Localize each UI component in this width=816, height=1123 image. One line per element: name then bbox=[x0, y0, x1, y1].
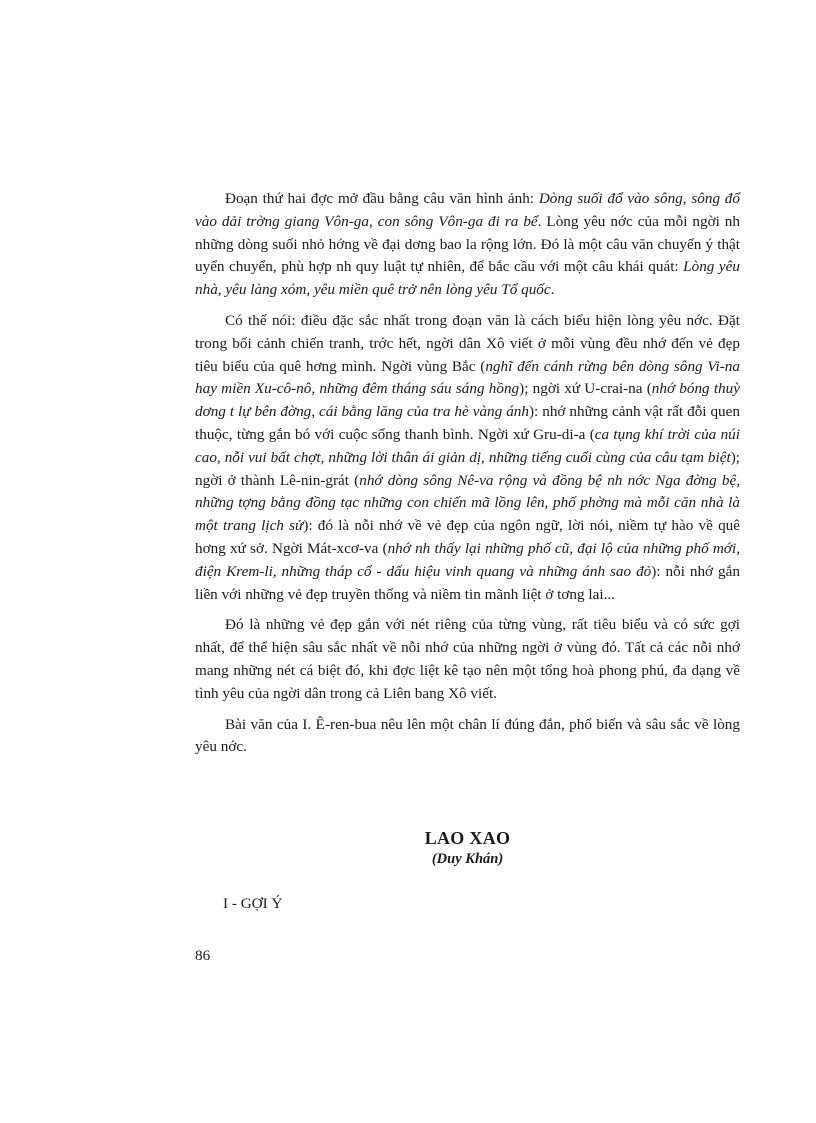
text-run: ); ngời ở thành Lê-nin-grát ( bbox=[195, 448, 740, 489]
text-run: Đó là những vẻ đẹp gắn với nét riêng của từng vùng, rất tiêu biểu và có sức gợi nhất, để thể hiện sâu sắc nhất về nỗi nhớ của những ngời ở vùng đó. Tất cả các nỗi nhớ mang những nét cá biệt đó, khi đợc liệt kê tạo nên một tổng hoà phong phú, đa dạng về tình yêu của ngời dân trong cả Liên bang Xô viết. bbox=[195, 616, 740, 702]
italic-quote: nhớ bóng thuỳ dơng t lự bên đờng, cái bằng lăng của tra hè vàng ánh bbox=[195, 380, 740, 421]
text-run: ): nhớ những cảnh vật rất đỗi quen thuộc, từng gắn bó với cuộc sống thanh bình. Ngời xứ Gru-di-a ( bbox=[195, 403, 740, 443]
section-heading: I - GỢI Ý bbox=[223, 895, 283, 912]
italic-quote: nhớ nh thấy lại những phố cũ, đại lộ của những phố mới, điện Krem-li, những tháp cổ - dấu hiệu vinh quang và những ánh sao đỏ bbox=[195, 539, 740, 580]
body-text bbox=[195, 188, 740, 767]
text-run: . bbox=[550, 281, 555, 299]
text-run: Có thể nói: điều đặc sắc nhất trong đoạn văn là cách biểu hiện lòng yêu nớc. Đặt trong bối cảnh chiến tranh, trớc hết, ngời dân Xô viết ở mỗi vùng đều nhớ đến vẻ đẹp tiêu biểu của quê hơng mình. Ngời vùng Bắc ( bbox=[195, 311, 740, 375]
paragraph-4 bbox=[195, 714, 740, 760]
italic-quote: nhớ dòng sông Nê-va rộng và đồng bệ nh nớc Nga đờng bệ, những tợng bằng đồng tạc những con chiến mã lồng lên, phố phờng mà mỗi căn nhà là một trang lịch sử bbox=[195, 471, 740, 535]
text-run: ); ngời xứ U-crai-na ( bbox=[519, 380, 652, 398]
text-run: ): nỗi nhớ gắn liền với những vẻ đẹp truyền thống và niềm tin mãnh liệt ở tơng lai... bbox=[195, 562, 740, 603]
italic-quote: nghĩ đến cánh rừng bên dòng sông Vi-na hay miền Xu-cô-nô, những đêm tháng sáu sáng hồng bbox=[195, 357, 740, 398]
italic-quote: ca tụng khí trời của núi cao, nỗi vui bất chợt, những lời thân ái giản dị, những tiếng cuối cùng của câu tạm biệt bbox=[195, 425, 740, 466]
text-run: . Lòng yêu nớc của mỗi ngời nh những dòng suối nhỏ hớng về đại dơng bao la rộng lớn. Đó là một câu văn chuyển ý thật uyển chuyển, phù hợp nh quy luật tự nhiên, để bắc cầu với một câu khái quát: bbox=[195, 212, 740, 276]
italic-quote: Dòng suối đổ vào sông, sông đổ vào dải trờng giang Vôn-ga, con sông Vôn-ga đi ra bể bbox=[195, 190, 740, 230]
text-run: Bài văn của I. Ê-ren-bua nêu lên một chân lí đúng đắn, phổ biến và sâu sắc về lòng yêu nớc. bbox=[195, 715, 740, 756]
text-run: Đoạn thứ hai đợc mở đầu bằng câu văn hình ảnh: bbox=[225, 190, 539, 207]
italic-quote: Lòng yêu nhà, yêu làng xóm, yêu miền quê trở nên lòng yêu Tổ quốc bbox=[195, 258, 740, 299]
paragraph-3 bbox=[195, 614, 740, 705]
paragraph-2 bbox=[195, 310, 740, 606]
paragraph-1 bbox=[195, 188, 740, 302]
page-number: 86 bbox=[195, 947, 211, 964]
lesson-title: LAO XAO bbox=[424, 828, 511, 848]
lesson-author: (Duy Khán) bbox=[431, 851, 504, 867]
text-run: ): đó là nỗi nhớ về vẻ đẹp của ngôn ngữ, lời nói, niềm tự hào về quê hơng xứ sở. Ngời Mát-xcơ-va ( bbox=[195, 517, 740, 557]
